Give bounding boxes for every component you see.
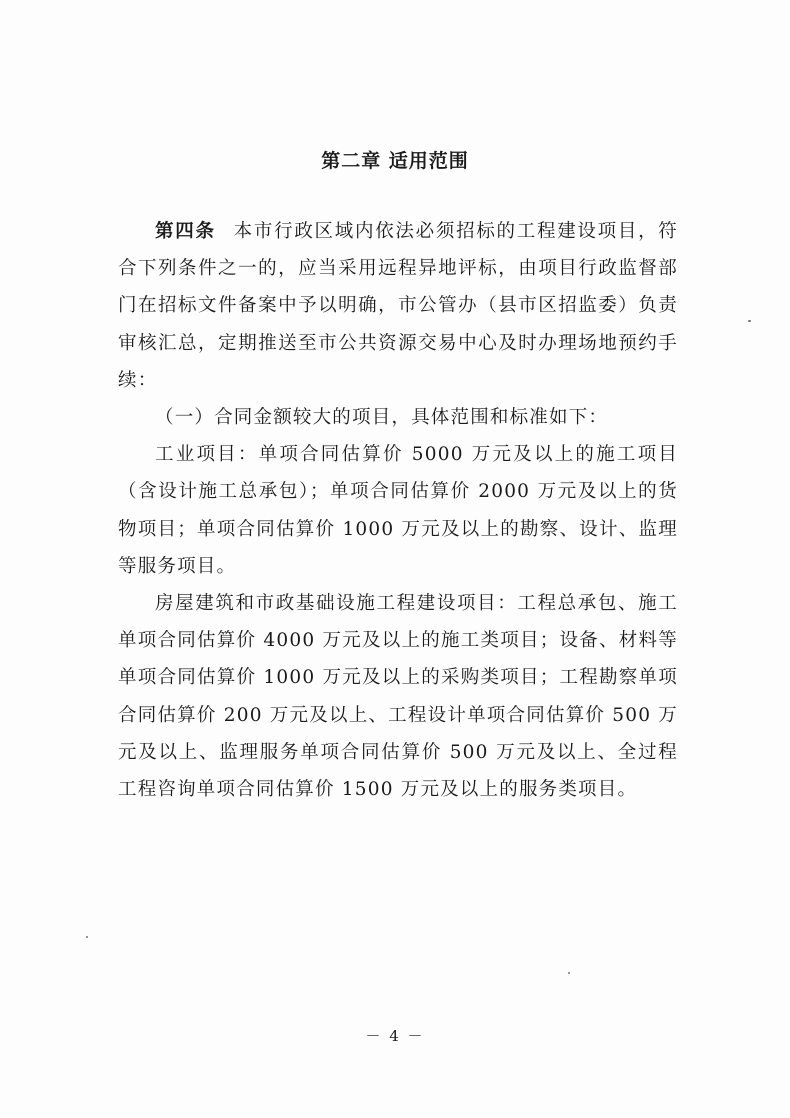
scan-speck <box>86 936 88 938</box>
article-four-paragraph <box>118 213 678 399</box>
chapter-title: 第二章 适用范围 <box>321 150 469 172</box>
scan-speck <box>748 320 751 322</box>
article-intro-text: 本市行政区域内依法必须招标的工程建设项目，符合下列条件之一的，应当采用远程异地评标，由项目行政监督部门在招标文件备案中予以明确，市公管办（县市区招监委）负责审核汇总，定期推送至市公共资源交易中心及时办理场地预约手续： <box>118 221 678 391</box>
item-one-heading: （一）合同金额较大的项目，具体范围和标准如下： <box>155 407 609 429</box>
article-body <box>118 213 678 808</box>
industrial-projects-paragraph: 工业项目：单项合同估算价 5000 万元及以上的施工项目（含设计施工总承包）；单项合同估算价 2000 万元及以上的货物项目；单项合同估算价 1000 万元及以上的勘察、设计、监理等服务项目。 <box>118 444 678 577</box>
page-number: － 4 － <box>365 1027 425 1045</box>
scan-speck <box>568 972 570 974</box>
article-label: 第四条 <box>155 221 216 242</box>
construction-projects-paragraph: 房屋建筑和市政基础设施工程建设项目：工程总承包、施工单项合同估算价 4000 万元及以上的施工类项目；设备、材料等单项合同估算价 1000 万元及以上的采购类项目；工程勘察单项合同估算价 200 万元及以上、工程设计单项合同估算价 500 万元及以上、监理服务单项合同估算价 500 万元及以上、全过程工程咨询单项合同估算价 1500 万元及以上的服务类项目。 <box>118 593 678 801</box>
